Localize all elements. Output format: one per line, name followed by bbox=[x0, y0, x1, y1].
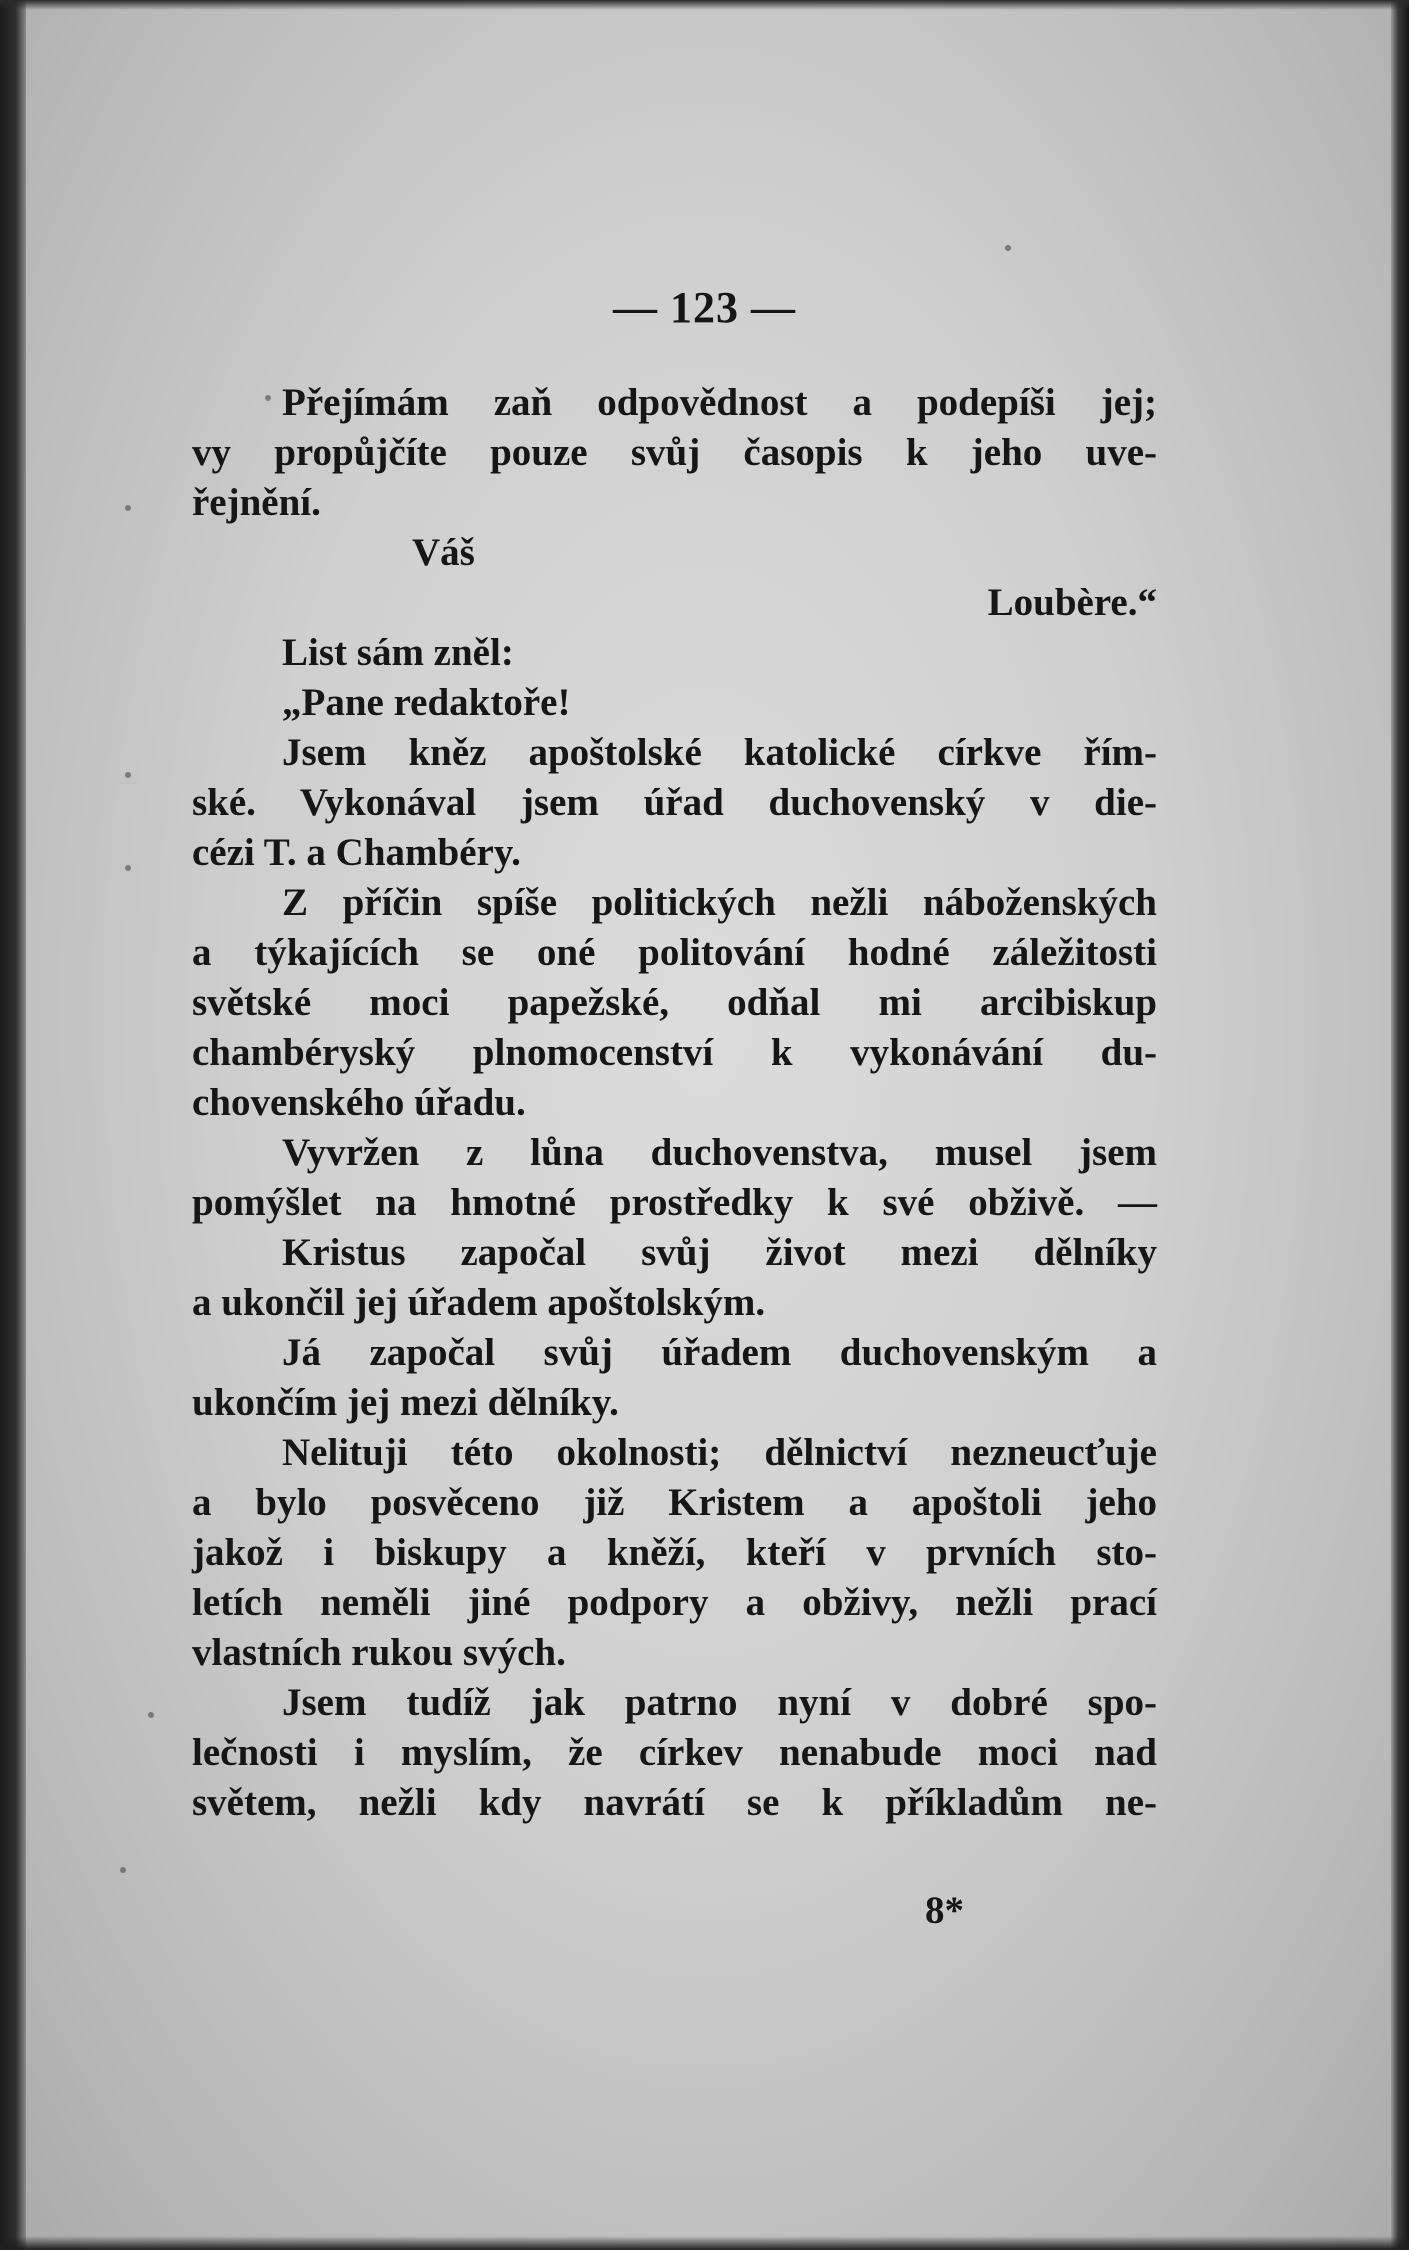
closing-salutation: Váš bbox=[412, 531, 475, 574]
text-line: chovenského úřadu. bbox=[192, 1081, 526, 1124]
text-line: vy propůjčíte pouze svůj časopis k jeho uve- bbox=[192, 431, 1157, 474]
ink-speck bbox=[120, 1867, 126, 1873]
text-line: letích neměli jiné podpory a obživy, nežli prací bbox=[192, 1581, 1157, 1624]
page-edge-top bbox=[0, 0, 1409, 10]
text-line: lečnosti i myslím, že církev nenabude moci nad bbox=[192, 1731, 1157, 1774]
text-line: pomýšlet na hmotné prostředky k své obživě. — bbox=[192, 1181, 1157, 1224]
text-line: cézi T. a Chambéry. bbox=[192, 831, 521, 874]
letter-greeting: „Pane redaktoře! bbox=[282, 681, 571, 724]
text-line: List sám zněl: bbox=[282, 631, 514, 674]
ink-speck bbox=[1005, 245, 1011, 251]
text-line: chambéryský plnomocenství k vykonávání du- bbox=[192, 1031, 1157, 1074]
ink-speck bbox=[148, 1712, 154, 1718]
text-line: Kristus započal svůj život mezi dělníky bbox=[282, 1231, 1157, 1274]
text-line: světem, nežli kdy navrátí se k příkladům ne- bbox=[192, 1781, 1157, 1824]
text-line: Jsem kněz apoštolské katolické církve řím- bbox=[282, 731, 1157, 774]
signature-mark-text: 8* bbox=[925, 1889, 964, 1932]
text-line: světské moci papežské, odňal mi arcibiskup bbox=[192, 981, 1157, 1024]
text-line: vlastních rukou svých. bbox=[192, 1631, 566, 1674]
text-line: Z příčin spíše politických nežli náboženských bbox=[282, 881, 1157, 924]
printer-signature-mark bbox=[0, 1888, 1409, 1933]
page-number: — 123 — bbox=[613, 283, 796, 332]
text-line: a týkajících se oné politování hodné záležitosti bbox=[192, 931, 1157, 974]
text-line: a bylo posvěceno již Kristem a apoštoli jeho bbox=[192, 1481, 1157, 1524]
text-line: řejnění. bbox=[192, 481, 321, 524]
ink-speck bbox=[125, 772, 131, 778]
text-line: ukončím jej mezi dělníky. bbox=[192, 1381, 619, 1424]
text-line: Nelituji této okolnosti; dělnictví nezneucťuje bbox=[282, 1431, 1157, 1474]
signature-name: Loubère.“ bbox=[987, 581, 1157, 624]
text-line: Přejímám zaň odpovědnost a podepíši jej; bbox=[282, 381, 1157, 424]
page-edge-bottom bbox=[0, 2236, 1409, 2250]
text-line: ské. Vykonával jsem úřad duchovenský v die- bbox=[192, 781, 1157, 824]
text-line: jakož i biskupy a kněží, kteří v prvních sto- bbox=[192, 1531, 1157, 1574]
ink-speck bbox=[125, 505, 131, 511]
text-line: a ukončil jej úřadem apoštolským. bbox=[192, 1281, 766, 1324]
text-line: Vyvržen z lůna duchovenstva, musel jsem bbox=[282, 1131, 1157, 1174]
body-text bbox=[192, 378, 1157, 1828]
text-line: Jsem tudíž jak patrno nyní v dobré spo- bbox=[282, 1681, 1157, 1724]
ink-speck bbox=[125, 865, 131, 871]
text-line: Já započal svůj úřadem duchovenským a bbox=[282, 1331, 1157, 1374]
